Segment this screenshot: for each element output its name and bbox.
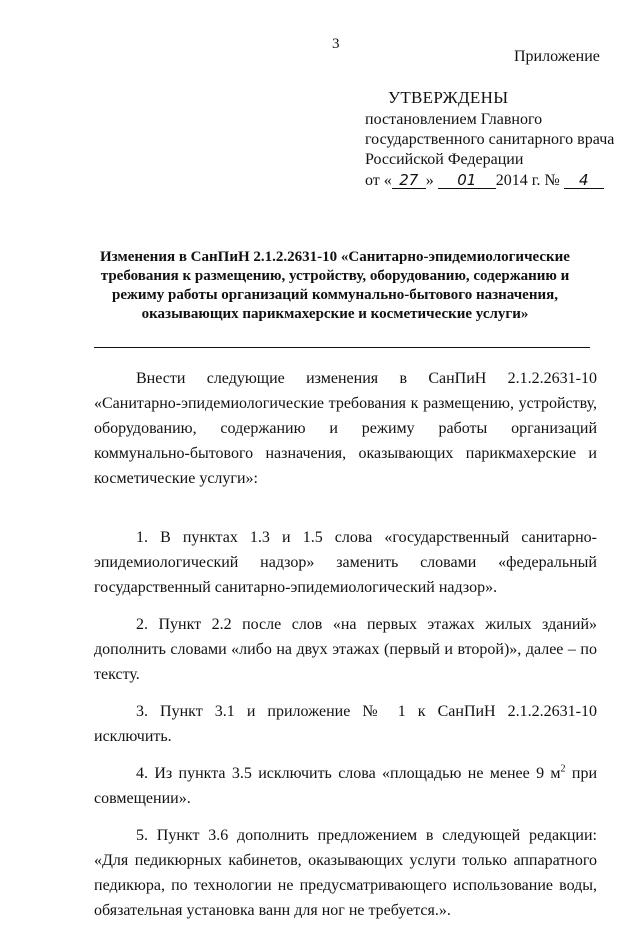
approval-line-2: государственного санитарного врача	[365, 131, 615, 148]
date-year-suffix: 2014 г. №	[495, 172, 560, 189]
approval-block	[365, 88, 614, 191]
approval-line-1: постановлением Главного	[365, 111, 543, 128]
item-1: 1. В пунктах 1.3 и 1.5 слова «государственный санитарно-эпидемиологический надзор» заменить словами «федеральный государственный санитарно-эпидемиологический надзор».	[94, 529, 597, 596]
item-4-text: 4. Из пункта 3.5 исключить слова «площадью не менее 9 м	[136, 765, 561, 782]
date-mid: »	[425, 172, 434, 189]
approval-line-3: Российской Федерации	[365, 151, 524, 168]
handwritten-month: 01	[438, 172, 496, 189]
item-4-superscript: 2	[560, 763, 566, 775]
intro-paragraph: Внести следующие изменения в СанПиН 2.1.2.2631-10 «Санитарно-эпидемиологические требования к размещению, устройству, оборудованию, содержанию и режиму работы организаций коммунально-бытового назначения, оказывающих парикмахерские и косметические услуги»:	[94, 370, 597, 487]
document-title: Изменения в СанПиН 2.1.2.2631-10 «Санитарно-эпидемиологические требования к размещению, устройству, оборудованию, содержанию и режиму работы организаций коммунально-бытового назначения, оказывающих парикмахерские и косметические услуги»	[100, 249, 570, 322]
date-prefix: от «	[365, 172, 392, 189]
page-number: 3	[332, 36, 340, 52]
document-body	[94, 366, 597, 935]
item-5: 5. Пункт 3.6 дополнить предложением в следующей редакции: «Для педикюрных кабинетов, оказывающих услуги только аппаратного педикюра, по технологии не предусматривающего использование воды, обязательная установка ванн для ног не требуется.».	[94, 827, 597, 919]
approval-title: УТВЕРЖДЕНЫ	[388, 88, 509, 107]
appendix-label: Приложение	[514, 48, 600, 65]
handwritten-number: 4	[564, 172, 604, 189]
handwritten-day: 27	[392, 172, 426, 189]
title-divider	[94, 347, 590, 348]
item-4-text-end: при совмещении».	[94, 765, 598, 807]
approval-date-line	[365, 171, 614, 191]
item-3: 3. Пункт 3.1 и приложение № 1 к СанПиН 2.1.2.2631-10 исключить.	[94, 703, 597, 745]
item-2: 2. Пункт 2.2 после слов «на первых этажах жилых зданий» дополнить словами «либо на двух этажах (первый и второй)», далее – по тексту.	[94, 616, 597, 683]
item-4	[94, 761, 597, 811]
